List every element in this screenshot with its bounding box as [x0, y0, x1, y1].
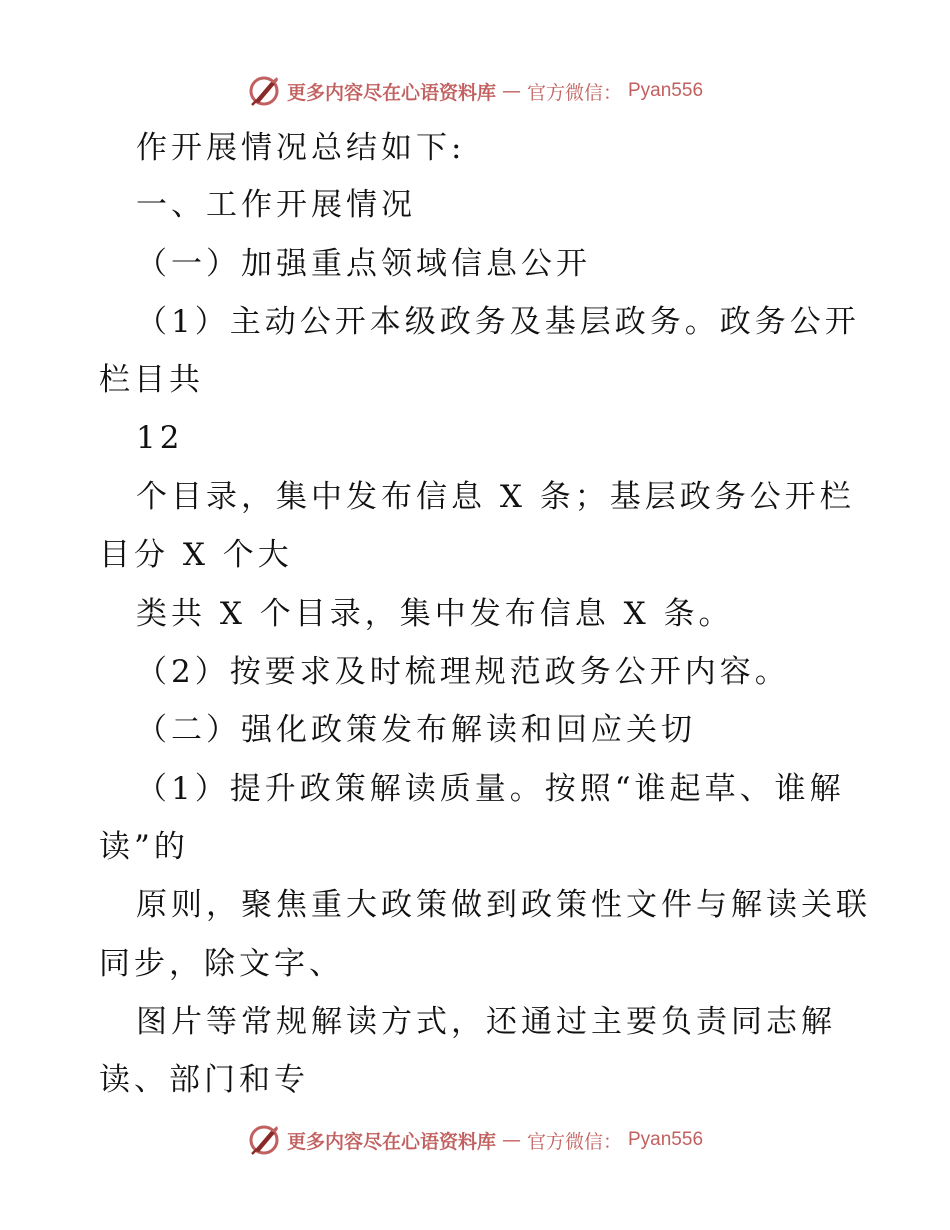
- doc-line: 读、部门和专: [99, 1062, 309, 1098]
- doc-line: （1）提升政策解读质量。按照“谁起草、谁解: [136, 771, 845, 807]
- banner-wechat-label: 官方微信：: [526, 81, 622, 104]
- doc-line: 作开展情况总结如下:: [136, 130, 466, 166]
- doc-line: （二）强化政策发布解读和回应关切: [136, 712, 696, 748]
- banner-wechat-id: Pyan556: [628, 80, 704, 101]
- doc-line: 读”的: [99, 829, 189, 865]
- banner-main-text: 更多内容尽在心语资料库: [286, 1130, 496, 1153]
- doc-line: 12: [136, 420, 184, 456]
- quill-circle-logo-icon: [247, 1123, 281, 1157]
- quill-circle-logo-icon: [247, 74, 281, 108]
- header-banner: [0, 71, 950, 111]
- banner-wechat-label: 官方微信：: [526, 1130, 622, 1153]
- doc-line: 原则，聚焦重大政策做到政策性文件与解读关联: [136, 887, 871, 923]
- doc-line: （1）主动公开本级政务及基层政务。政务公开: [136, 304, 860, 340]
- doc-line: 类共 X 个目录，集中发布信息 X 条。: [136, 596, 734, 632]
- footer-banner: [0, 1120, 950, 1160]
- banner-separator: —: [501, 80, 521, 102]
- banner-separator: —: [501, 1129, 521, 1151]
- doc-line: 一、工作开展情况: [136, 187, 416, 223]
- doc-line: 同步，除文字、: [99, 946, 344, 982]
- doc-line: 栏目共: [99, 362, 204, 398]
- doc-line: 目分 X 个大: [99, 537, 293, 573]
- doc-line: （2）按要求及时梳理规范政务公开内容。: [136, 654, 790, 690]
- banner-wechat-id: Pyan556: [628, 1129, 704, 1150]
- doc-line: 个目录，集中发布信息 X 条；基层政务公开栏: [136, 479, 855, 515]
- banner-main-text: 更多内容尽在心语资料库: [286, 81, 496, 104]
- doc-line: （一）加强重点领域信息公开: [136, 246, 591, 282]
- doc-line: 图片等常规解读方式，还通过主要负责同志解: [136, 1004, 836, 1040]
